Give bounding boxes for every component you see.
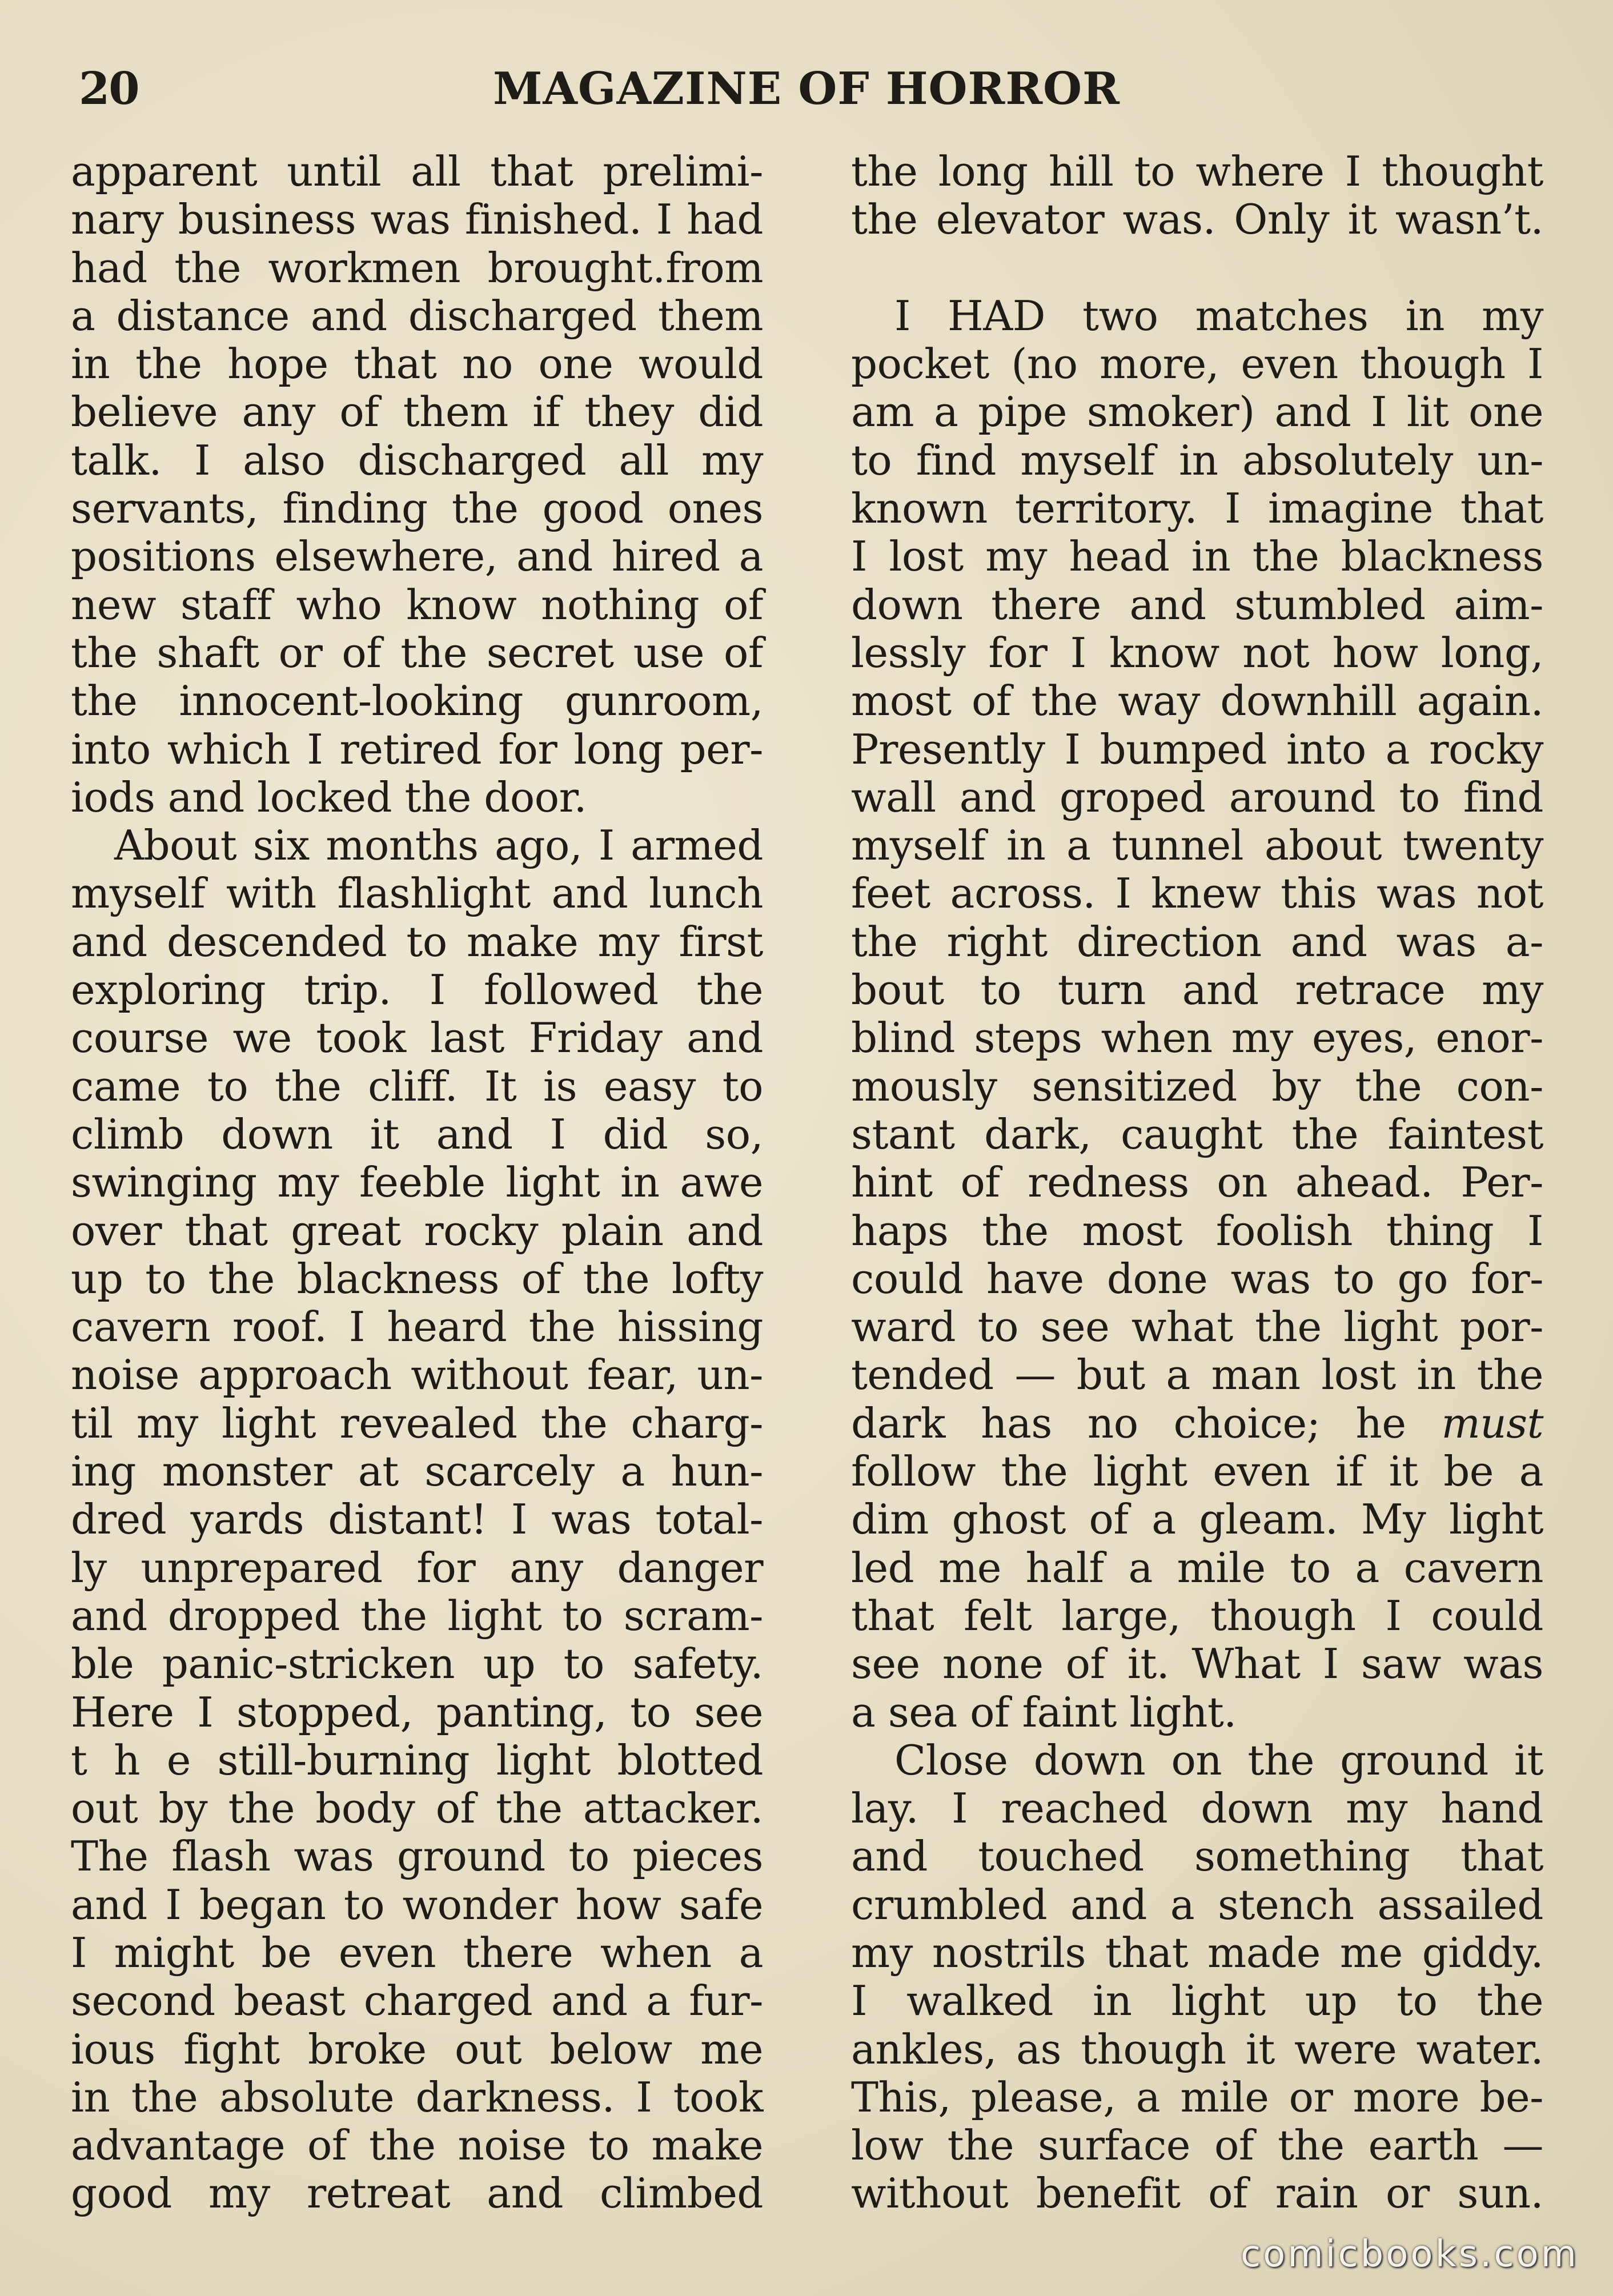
text-line: I lost my head in the blackness [851, 532, 1543, 581]
text-line: and dropped the light to scram- [71, 1591, 763, 1640]
text-line: Here I stopped, panting, to see [71, 1688, 763, 1736]
text-line: Presently I bumped into a rocky [851, 725, 1543, 773]
text-line: believe any of them if they did [71, 388, 763, 436]
italic-word: must [1441, 1399, 1543, 1447]
text-line: am a pipe smoker) and I lit one [851, 388, 1543, 436]
text-line: had the workmen brought․from [71, 243, 763, 292]
text-line: myself with flashlight and lunch [71, 869, 763, 918]
text-line: see none of it. What I saw was [851, 1640, 1543, 1688]
text-line: servants, finding the good ones [71, 484, 763, 533]
watermark: comicbooks.com [1240, 2233, 1579, 2275]
text-line: my nostrils that made me giddy. [851, 1928, 1543, 1977]
text-line: most of the way downhill again. [851, 677, 1543, 725]
text-line: I might be even there when a [71, 1928, 763, 1977]
text-line: down there and stumbled aim- [851, 580, 1543, 629]
text-line: advantage of the noise to make [71, 2121, 763, 2170]
text-line: talk. I also discharged all my [71, 436, 763, 484]
text-line: over that great rocky plain and [71, 1206, 763, 1255]
text-line: ankles, as though it were water. [851, 2025, 1543, 2073]
running-title: MAGAZINE OF HORROR [493, 63, 1120, 115]
text-line: new staff who know nothing of [71, 580, 763, 629]
text-line: cavern roof. I heard the hissing [71, 1303, 763, 1351]
text-line: in the hope that no one would [71, 340, 763, 388]
text-line: tended — but a man lost in the [851, 1351, 1543, 1399]
text-line: bout to turn and retrace my [851, 966, 1543, 1014]
paragraph-gap [851, 244, 1543, 292]
text-line: the long hill to where I thought [851, 147, 1543, 195]
text-line: without benefit of rain or sun. [851, 2169, 1543, 2218]
text-line: lay. I reached down my hand [851, 1784, 1543, 1833]
text-line: into which I retired for long per- [71, 725, 763, 773]
text-line: known territory. I imagine that [851, 484, 1543, 533]
text-line: swinging my feeble light in awe [71, 1158, 763, 1207]
text-line: Close down on the ground it [894, 1736, 1543, 1784]
text-line: course we took last Friday and [71, 1014, 763, 1062]
text-line: a sea of faint light. [851, 1688, 1237, 1736]
text-line: haps the most foolish thing I [851, 1206, 1543, 1255]
text-line: ing monster at scarcely a hun- [71, 1447, 763, 1496]
text-line: the elevator was. Only it wasn’t. [851, 195, 1543, 244]
text-line: could have done was to go for- [851, 1254, 1543, 1303]
text-line: and descended to make my first [71, 917, 763, 966]
text-line: I walked in light up to the [851, 1977, 1543, 2025]
text-line: noise approach without fear, un- [71, 1351, 763, 1399]
text-line: apparent until all that prelimi- [71, 147, 763, 195]
text-line: and I began to wonder how safe [71, 1880, 763, 1929]
text-line: positions elsewhere, and hired a [71, 532, 763, 581]
text-line: myself in a tunnel about twenty [851, 821, 1543, 870]
text-line: exploring trip. I followed the [71, 966, 763, 1014]
text-line: About six months ago, I armed [114, 821, 763, 870]
text-line: ward to see what the light por- [851, 1303, 1543, 1351]
text-line: second beast charged and a fur- [71, 1977, 763, 2025]
text-line: out by the body of the attacker. [71, 1784, 763, 1833]
text-line: the innocent-looking gunroom, [71, 677, 763, 725]
text-line: hint of redness on ahead. Per- [851, 1158, 1543, 1207]
text-line: up to the blackness of the lofty [71, 1254, 763, 1303]
text-line: in the absolute darkness. I took [71, 2073, 763, 2121]
text-line: feet across. I knew this was not [851, 869, 1543, 918]
text-line: and touched something that [851, 1832, 1543, 1881]
text-line: came to the cliff. It is easy to [71, 1062, 763, 1110]
text-line: mously sensitized by the con- [851, 1062, 1543, 1110]
text-line: the shaft or of the secret use of [71, 628, 763, 677]
text-line: led me half a mile to a cavern [851, 1543, 1543, 1592]
text-line: lessly for I know not how long, [851, 628, 1543, 677]
text-line: that felt large, though I could [851, 1591, 1543, 1640]
text-line: I HAD two matches in my [894, 291, 1543, 340]
text-line: a distance and discharged them [71, 291, 763, 340]
text-line: low the surface of the earth — [851, 2121, 1543, 2170]
page-number: 20 [79, 63, 139, 115]
text-line: stant dark, caught the faintest [851, 1110, 1543, 1158]
text-line: to find myself in absolutely un- [851, 436, 1543, 484]
text-line: ious fight broke out below me [71, 2025, 763, 2073]
text-line: dim ghost of a gleam. My light [851, 1495, 1543, 1544]
left-text-column [71, 147, 763, 2218]
text-line: good my retreat and climbed [71, 2169, 763, 2218]
text-line: This, please, a mile or more be- [851, 2073, 1543, 2121]
text-line: dred yards distant! I was total- [71, 1495, 763, 1544]
text-line: follow the light even if it be a [851, 1447, 1543, 1496]
text-line: ly unprepared for any danger [71, 1543, 763, 1592]
page-header [0, 63, 1613, 126]
text-line: t h e still-burning light blotted [71, 1736, 763, 1784]
text-line: dark has no choice; he must [851, 1399, 1543, 1447]
text-line: the right direction and was a- [851, 917, 1543, 966]
text-line: til my light revealed the charg- [71, 1399, 763, 1447]
text-line: crumbled and a stench assailed [851, 1880, 1543, 1929]
text-line: The flash was ground to pieces [71, 1832, 763, 1881]
text-line: climb down it and I did so, [71, 1110, 763, 1158]
right-text-column [851, 147, 1543, 2218]
text-line: nary business was finished. I had [71, 195, 763, 244]
text-line: wall and groped around to find [851, 773, 1543, 821]
text-line: iods and locked the door. [71, 773, 587, 821]
text-line: ble panic-stricken up to safety. [71, 1640, 763, 1688]
text-line: blind steps when my eyes, enor- [851, 1014, 1543, 1062]
text-line: pocket (no more, even though I [851, 340, 1543, 388]
